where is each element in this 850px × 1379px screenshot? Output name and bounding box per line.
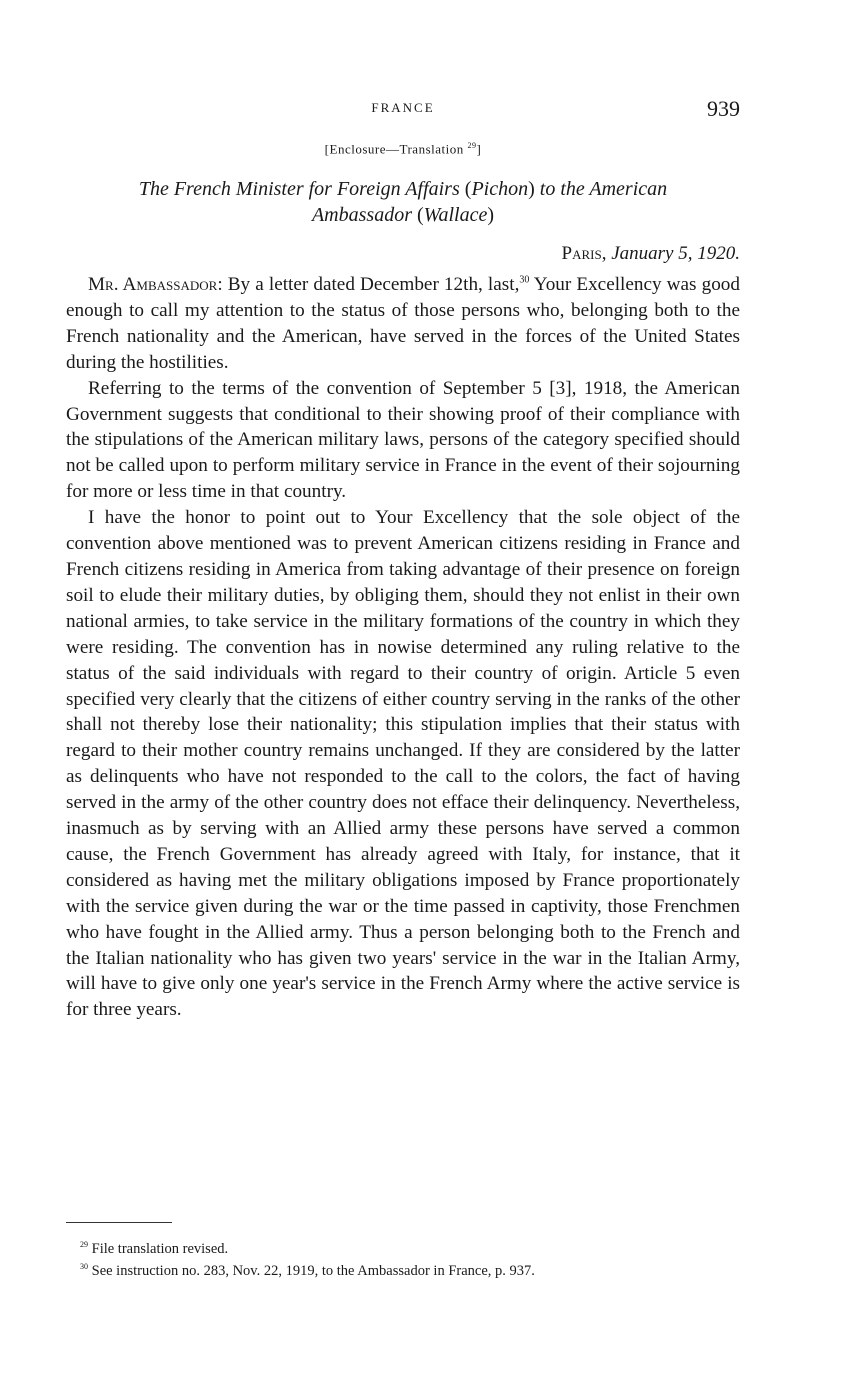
title-paren: ) — [528, 178, 535, 200]
paragraph-2: Referring to the terms of the convention of September 5 [3], 1918, the American Government suggests that conditional to their showing proof of their compliance with the stipulations of the American military laws, persons of the category specified should not be called upon to perform military service in France in the event of their sojourning for more or less time in that country. — [66, 377, 740, 503]
enclosure-text: [Enclosure—Translation — [324, 141, 468, 157]
title-paren: ( — [464, 178, 472, 200]
footnotes — [80, 1236, 740, 1280]
title-paren: ) — [487, 204, 495, 226]
footnote-ref-29: 29 — [467, 141, 477, 150]
dateline — [562, 243, 740, 265]
dateline-date: January 5, 1920. — [611, 243, 740, 264]
dateline-place: Paris, — [561, 243, 607, 264]
title-paren: ( — [416, 204, 424, 226]
paragraph-text: By a letter dated December 12th, last, — [222, 274, 520, 295]
paragraph-text: Your Excellency was good enough to call my attention to the status of those persons who, belonging both to the French nationality and the American, have served in the forces of the United States during the hostilities. — [66, 274, 740, 373]
footnote-text: See instruction no. 283, Nov. 22, 1919, to the Ambassador in France, p. 937. — [88, 1262, 535, 1279]
footnote-29 — [80, 1236, 740, 1258]
recipient-name: Wallace — [423, 204, 488, 226]
footnote-divider — [66, 1222, 172, 1223]
title-text: The French Minister for Foreign Affairs — [138, 178, 465, 200]
page-number: 939 — [707, 96, 740, 121]
footnote-text: File translation revised. — [88, 1240, 229, 1257]
footnote-marker: 30 — [80, 1261, 88, 1271]
paragraph-1 — [66, 272, 740, 376]
salutation: Mr. Ambassador: — [88, 274, 223, 295]
title-line-2 — [66, 202, 740, 228]
enclosure-close: ] — [476, 141, 482, 157]
running-title: FRANCE — [371, 100, 435, 115]
title-text: to the American — [534, 178, 668, 200]
enclosure-label — [66, 141, 740, 157]
paragraph-3: I have the honor to point out to Your Excellency that the sole object of the convention above mentioned was to prevent American citizens residing in France and French citizens residing in America from taking advantage of their presence on foreign soil to elude their military duties, by obliging them, should they not enlist in their own national armies, to take service in the military formations of the country in which they were residing. The convention has in nowise determined any ruling relative to the status of the said individuals with regard to their country of origin. Article 5 even specified very clearly that the citizens of either country serving in the ranks of the other shall not thereby lose their nationality; this stipulation implies that their status with regard to their mother country remains unchanged. If they are considered by the latter as delinquents who have not responded to the call to the colors, the fact of having served in the army of the other country does not efface their delinquency. Nevertheless, inasmuch as by serving with an Allied army these persons have served a common cause, the French Government has already agreed with Italy, for instance, that it considered as having met the military obligations imposed by France proportionately with the service given during the war or the time passed in captivity, those Frenchmen who have fought in the Allied army. Thus a person belonging both to the French and the Italian nationality who has given two years' service in the war in the Italian Army, will have to give only one year's service in the French Army where the active service is for three years. — [66, 507, 740, 1021]
running-head — [66, 96, 740, 124]
footnote-30 — [80, 1258, 740, 1280]
title-text: Ambassador — [311, 204, 417, 226]
footnote-ref-30: 30 — [519, 274, 530, 286]
letter-body — [66, 272, 740, 1023]
document-title — [66, 176, 740, 228]
sender-name: Pichon — [471, 178, 529, 200]
footnote-marker: 29 — [80, 1240, 88, 1249]
title-line-1 — [66, 176, 740, 202]
